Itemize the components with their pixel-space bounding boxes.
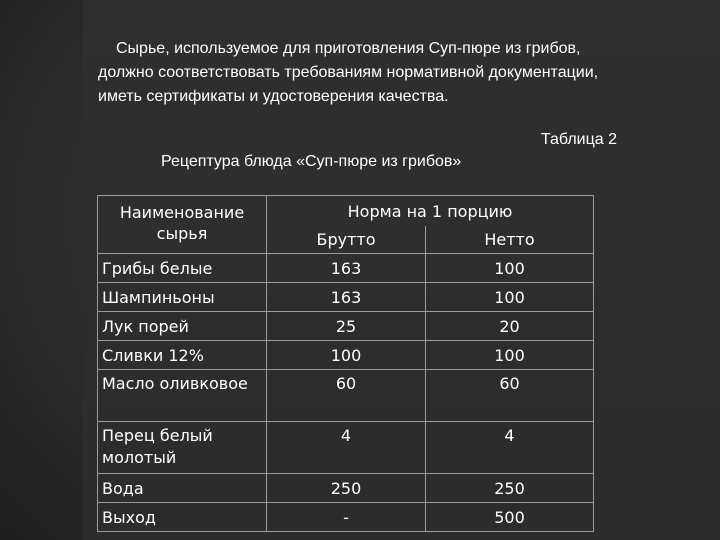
row-brutto: 100 — [267, 341, 426, 370]
row-name: Шампиньоны — [98, 283, 267, 312]
table-row — [98, 422, 594, 474]
row-name: Масло оливковое — [98, 370, 267, 422]
table-caption: Рецептура блюда «Суп-пюре из грибов» — [161, 153, 462, 170]
row-brutto: 60 — [267, 370, 426, 422]
row-netto: 4 — [426, 422, 594, 474]
row-name: Выход — [98, 503, 267, 532]
row-netto: 20 — [426, 312, 594, 341]
row-name: Грибы белые — [98, 254, 267, 283]
row-brutto: - — [267, 503, 426, 532]
intro-paragraph: Сырье, используемое для приготовления Суп-пюре из грибов, должно соответствовать требованиям нормативной документации, иметь сертификаты и удостоверения качества. — [98, 40, 599, 105]
row-netto: 250 — [426, 474, 594, 503]
table-row — [98, 503, 594, 532]
table-row — [98, 474, 594, 503]
header-norm: Норма на 1 порцию — [267, 196, 594, 227]
row-netto: 100 — [426, 341, 594, 370]
row-brutto: 163 — [267, 254, 426, 283]
header-netto: Нетто — [426, 226, 594, 254]
table-row — [98, 341, 594, 370]
row-name: Вода — [98, 474, 267, 503]
row-netto: 60 — [426, 370, 594, 422]
table-number: Таблица 2 — [540, 131, 617, 148]
table-row — [98, 283, 594, 312]
header-name: Наименование сырья — [98, 196, 267, 254]
row-brutto: 25 — [267, 312, 426, 341]
table-row — [98, 370, 594, 422]
row-brutto: 163 — [267, 283, 426, 312]
header-brutto: Брутто — [267, 226, 426, 254]
row-name: Лук порей — [98, 312, 267, 341]
recipe-table — [97, 195, 594, 532]
row-brutto: 250 — [267, 474, 426, 503]
row-netto: 100 — [426, 283, 594, 312]
table-row — [98, 312, 594, 341]
row-brutto: 4 — [267, 422, 426, 474]
table-row — [98, 254, 594, 283]
row-name: Перец белый молотый — [98, 422, 267, 474]
row-netto: 500 — [426, 503, 594, 532]
row-netto: 100 — [426, 254, 594, 283]
row-name: Сливки 12% — [98, 341, 267, 370]
